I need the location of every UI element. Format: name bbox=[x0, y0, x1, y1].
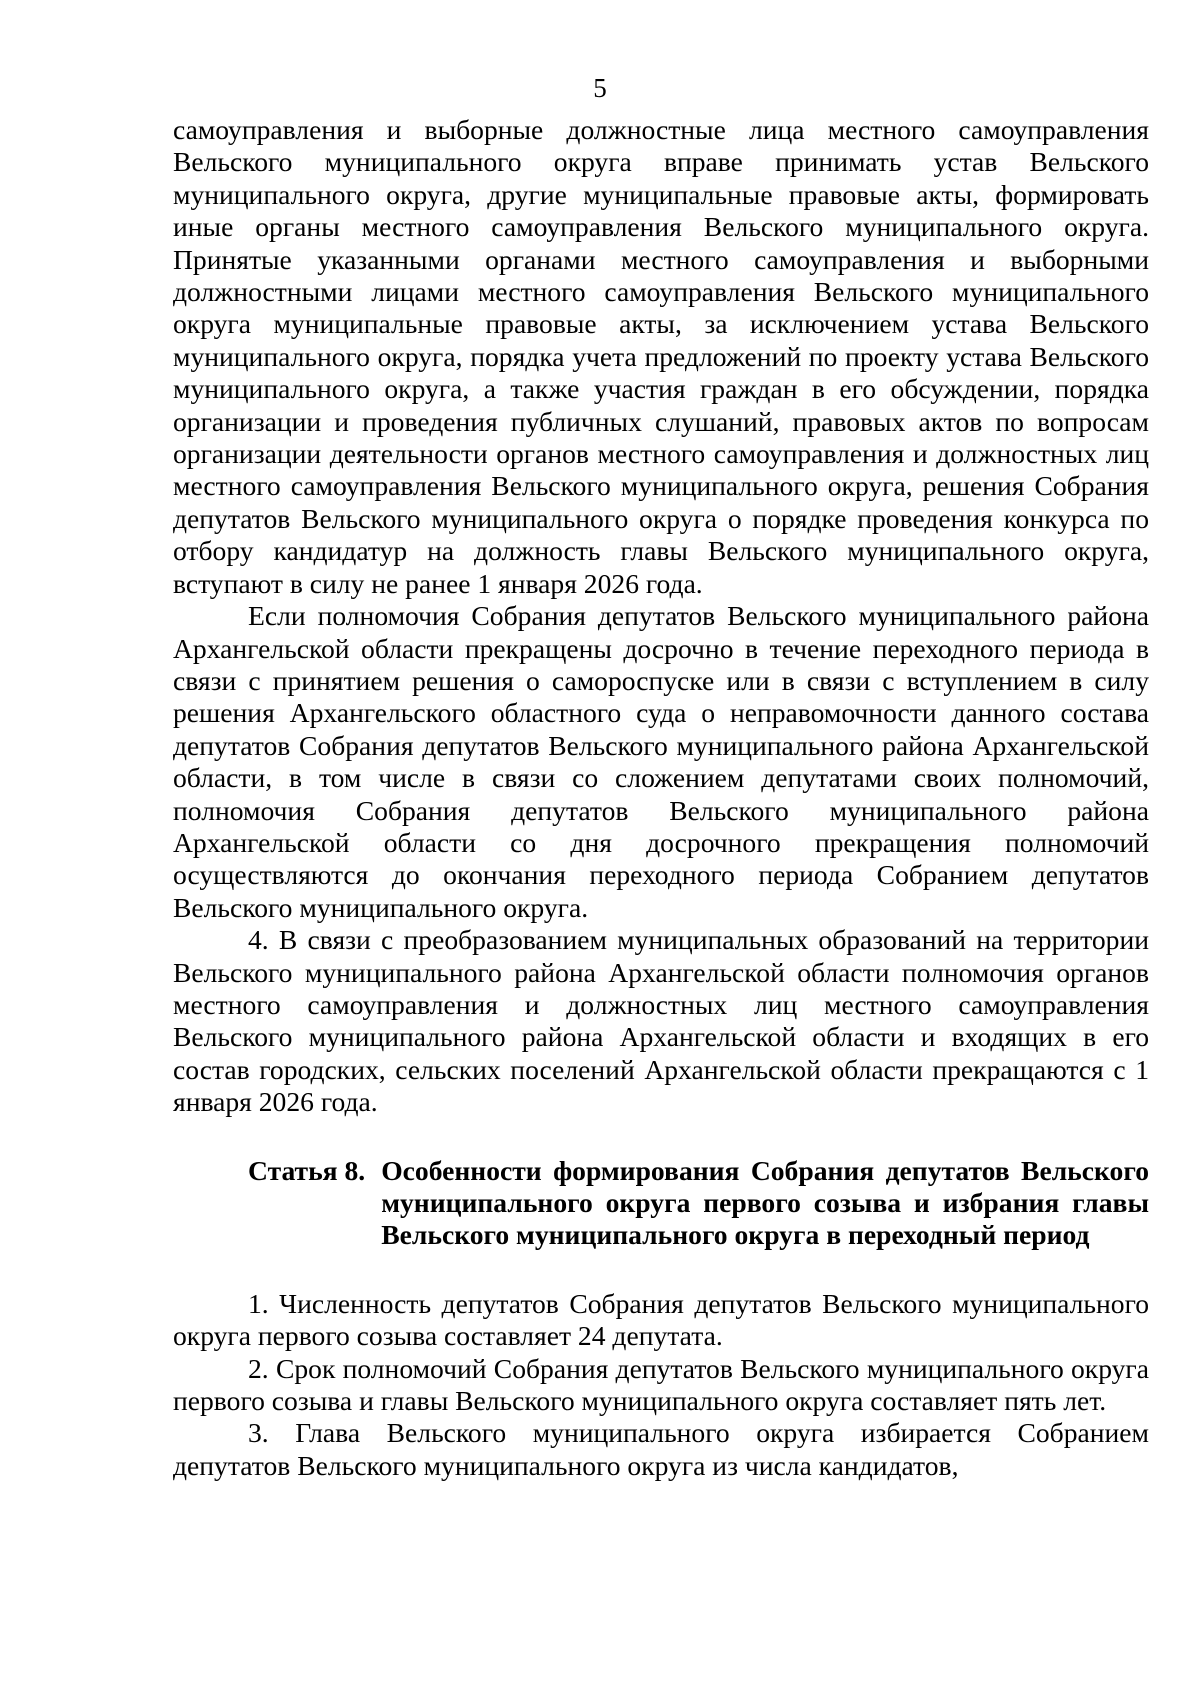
paragraph-item-4: 4. В связи с преобразованием муниципальных образований на территории Вельского муниципального района Архангельской области полномочия органов местного самоуправления и должностных лиц местного самоуправления Вельского муниципального района Архангельской области и входящих в его состав городских, сельских поселений Архангельской области прекращаются с 1 января 2026 года. bbox=[173, 924, 1149, 1118]
page-number: 5 bbox=[593, 73, 607, 103]
paragraph-item-2: 2. Срок полномочий Собрания депутатов Вельского муниципального округа первого созыва и главы Вельского муниципального округа составляет пять лет. bbox=[173, 1352, 1149, 1417]
article-label: Статья 8. bbox=[248, 1154, 366, 1186]
document-body bbox=[173, 114, 1149, 1482]
paragraph-item-3: 3. Глава Вельского муниципального округа избирается Собранием депутатов Вельского муниципального округа из числа кандидатов, bbox=[173, 1417, 1149, 1481]
paragraph-continuation: самоуправления и выборные должностные лица местного самоуправления Вельского муниципального округа вправе принимать устав Вельского муниципального округа, другие муниципальные правовые акты, формировать иные органы местного самоуправления Вельского муниципального округа. Принятые указанными органами местного самоуправления и выборными должностными лицами местного самоуправления Вельского муниципального округа муниципальные правовые акты, за исключением устава Вельского муниципального округа, порядка учета предложений по проекту устава Вельского муниципального округа, а также участия граждан в его обсуждении, порядка организации и проведения публичных слушаний, правовых актов по вопросам организации деятельности органов местного самоуправления и должностных лиц местного самоуправления Вельского муниципального округа, решения Собрания депутатов Вельского муниципального округа о порядке проведения конкурса по отбору кандидатур на должность главы Вельского муниципального округа, вступают в силу не ранее 1 января 2026 года. bbox=[173, 114, 1149, 599]
article-title: Особенности формирования Собрания депутатов Вельского муниципального округа первого созыва и избрания главы Вельского муниципального округа в переходный период bbox=[381, 1154, 1149, 1251]
paragraph-item-1: 1. Численность депутатов Собрания депутатов Вельского муниципального округа первого созыва составляет 24 депутата. bbox=[173, 1287, 1149, 1352]
article-heading bbox=[173, 1155, 1149, 1252]
paragraph-early-termination: Если полномочия Собрания депутатов Вельского муниципального района Архангельской области прекращены досрочно в течение переходного периода в связи с принятием решения о самороспуске или в связи с вступлением в силу решения Архангельского областного суда о неправомочности данного состава депутатов Собрания депутатов Вельского муниципального района Архангельской области, в том числе в связи со сложением депутатами своих полномочий, полномочия Собрания депутатов Вельского муниципального района Архангельской области со дня досрочного прекращения полномочий осуществляются до окончания переходного периода Собранием депутатов Вельского муниципального округа. bbox=[173, 600, 1149, 923]
